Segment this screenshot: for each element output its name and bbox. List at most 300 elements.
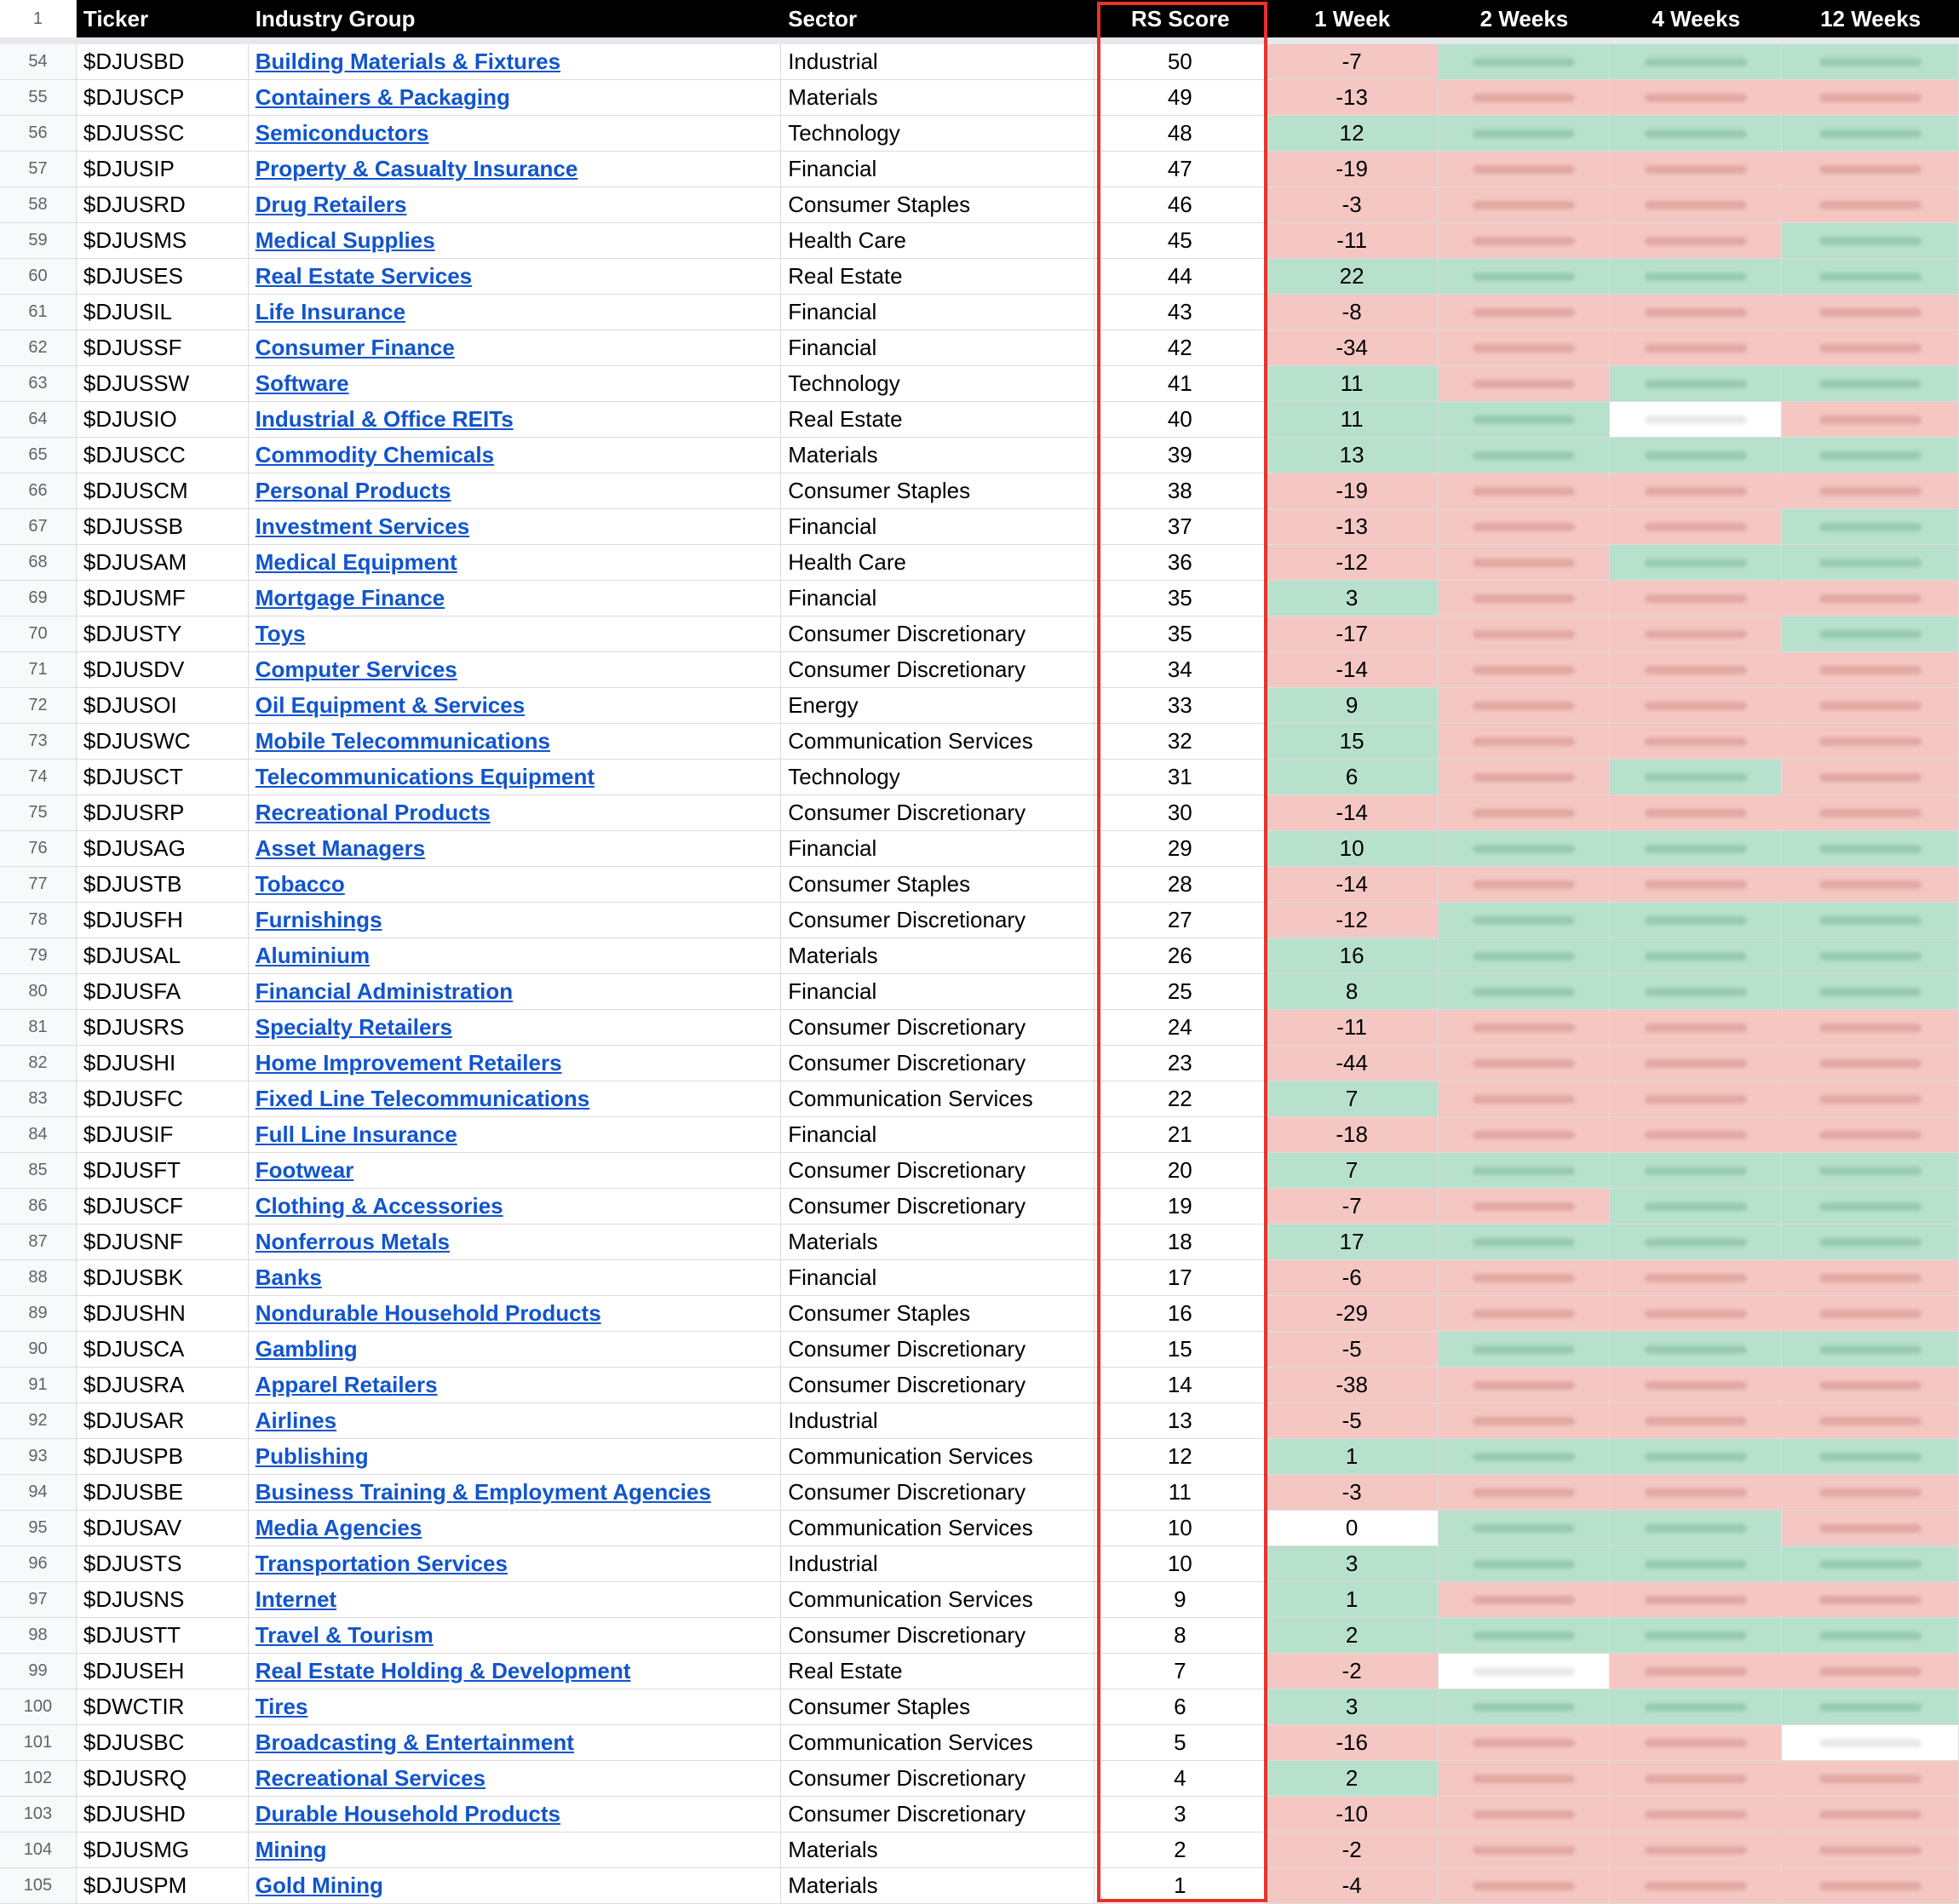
industry-group-cell[interactable] (249, 1475, 781, 1510)
rs-score-cell[interactable]: 14 (1094, 1368, 1267, 1402)
week12-change-cell[interactable] (1782, 1832, 1959, 1867)
week4-change-cell[interactable] (1610, 330, 1782, 365)
row-number[interactable]: 68 (0, 545, 77, 580)
rs-score-cell[interactable]: 24 (1094, 1010, 1267, 1045)
table-row[interactable] (0, 1511, 1959, 1546)
sector-cell[interactable]: Consumer Discretionary (781, 1618, 1094, 1653)
rs-score-cell[interactable]: 25 (1094, 974, 1267, 1009)
ticker-cell[interactable]: $DJUSHN (77, 1296, 249, 1331)
ticker-cell[interactable]: $DJUSOI (77, 688, 249, 723)
week1-change-cell[interactable]: -7 (1267, 1189, 1439, 1224)
sector-cell[interactable]: Consumer Staples (781, 187, 1094, 222)
week2-change-cell[interactable] (1439, 1260, 1611, 1295)
week1-change-cell[interactable]: -19 (1267, 152, 1439, 186)
table-row[interactable] (0, 831, 1959, 867)
industry-group-cell[interactable] (249, 581, 781, 616)
table-row[interactable] (0, 617, 1959, 652)
week4-change-cell[interactable] (1610, 1761, 1782, 1796)
week1-change-cell[interactable]: 17 (1267, 1224, 1439, 1259)
ticker-cell[interactable]: $DJUSBD (77, 44, 249, 79)
sector-cell[interactable]: Real Estate (781, 259, 1094, 294)
table-row[interactable] (0, 1224, 1959, 1260)
rs-score-cell[interactable]: 31 (1094, 760, 1267, 794)
week1-change-cell[interactable]: -3 (1267, 1475, 1439, 1510)
week4-change-cell[interactable] (1610, 1260, 1782, 1295)
row-number[interactable]: 91 (0, 1368, 77, 1402)
industry-group-cell[interactable] (249, 1832, 781, 1867)
week2-change-cell[interactable] (1439, 402, 1611, 437)
week4-change-cell[interactable] (1610, 1439, 1782, 1474)
industry-group-cell[interactable] (249, 652, 781, 687)
row-number[interactable]: 82 (0, 1046, 77, 1081)
industry-group-link[interactable]: Real Estate Services (255, 263, 473, 289)
industry-group-link[interactable]: Containers & Packaging (255, 84, 510, 110)
week12-change-cell[interactable] (1782, 473, 1959, 508)
sector-cell[interactable]: Technology (781, 760, 1094, 794)
week4-change-cell[interactable] (1610, 116, 1782, 151)
week12-change-cell[interactable] (1782, 724, 1959, 759)
week12-change-cell[interactable] (1782, 545, 1959, 580)
sector-cell[interactable]: Consumer Discretionary (781, 1761, 1094, 1796)
row-number[interactable]: 102 (0, 1761, 77, 1796)
header-12-weeks[interactable]: 12 Weeks (1820, 5, 1922, 32)
table-row[interactable] (0, 330, 1959, 366)
table-row[interactable] (0, 473, 1959, 509)
industry-group-cell[interactable] (249, 1403, 781, 1438)
header-ticker[interactable]: Ticker (83, 5, 149, 32)
sector-cell[interactable]: Consumer Discretionary (781, 617, 1094, 651)
row-number[interactable]: 93 (0, 1439, 77, 1474)
ticker-cell[interactable]: $DJUSIL (77, 295, 249, 330)
row-number[interactable]: 77 (0, 867, 77, 902)
week2-change-cell[interactable] (1439, 938, 1611, 973)
rs-score-cell[interactable]: 16 (1094, 1296, 1267, 1331)
week4-change-cell[interactable] (1610, 867, 1782, 902)
week12-change-cell[interactable] (1782, 1224, 1959, 1259)
industry-group-cell[interactable] (249, 1189, 781, 1224)
industry-group-cell[interactable] (249, 1868, 781, 1903)
industry-group-cell[interactable] (249, 366, 781, 401)
industry-group-link[interactable]: Publishing (255, 1443, 369, 1469)
rs-score-cell[interactable]: 41 (1094, 366, 1267, 401)
ticker-cell[interactable]: $DJUSCT (77, 760, 249, 794)
sector-cell[interactable]: Consumer Discretionary (781, 903, 1094, 938)
week2-change-cell[interactable] (1439, 1582, 1611, 1617)
ticker-cell[interactable]: $DJUSFT (77, 1153, 249, 1188)
week12-change-cell[interactable] (1782, 1618, 1959, 1653)
week2-change-cell[interactable] (1439, 688, 1611, 723)
rs-score-cell[interactable]: 34 (1094, 652, 1267, 687)
week1-change-cell[interactable]: 16 (1267, 938, 1439, 973)
week12-change-cell[interactable] (1782, 116, 1959, 151)
ticker-cell[interactable]: $DJUSRD (77, 187, 249, 222)
industry-group-cell[interactable] (249, 1546, 781, 1581)
row-number[interactable]: 76 (0, 831, 77, 866)
week4-change-cell[interactable] (1610, 1296, 1782, 1331)
industry-group-cell[interactable] (249, 295, 781, 330)
industry-group-link[interactable]: Medical Equipment (255, 549, 457, 575)
rs-score-cell[interactable]: 6 (1094, 1689, 1267, 1724)
industry-group-cell[interactable] (249, 831, 781, 866)
sector-cell[interactable]: Consumer Discretionary (781, 1797, 1094, 1832)
industry-group-cell[interactable] (249, 1582, 781, 1617)
industry-group-cell[interactable] (249, 867, 781, 902)
rs-score-cell[interactable]: 7 (1094, 1654, 1267, 1689)
week4-change-cell[interactable] (1610, 1010, 1782, 1045)
table-row[interactable] (0, 44, 1959, 80)
week1-change-cell[interactable]: 2 (1267, 1761, 1439, 1796)
sector-cell[interactable]: Industrial (781, 1546, 1094, 1581)
week4-change-cell[interactable] (1610, 938, 1782, 973)
sector-cell[interactable]: Industrial (781, 1403, 1094, 1438)
ticker-cell[interactable]: $DJUSBE (77, 1475, 249, 1510)
rs-score-cell[interactable]: 35 (1094, 581, 1267, 616)
week2-change-cell[interactable] (1439, 473, 1611, 508)
week4-change-cell[interactable] (1610, 617, 1782, 651)
week1-change-cell[interactable]: -29 (1267, 1296, 1439, 1331)
ticker-cell[interactable]: $DJUSCA (77, 1332, 249, 1367)
ticker-cell[interactable]: $DJUSAM (77, 545, 249, 580)
week4-change-cell[interactable] (1610, 1868, 1782, 1903)
week4-change-cell[interactable] (1610, 1832, 1782, 1867)
week1-change-cell[interactable]: -2 (1267, 1654, 1439, 1689)
industry-group-cell[interactable] (249, 259, 781, 294)
sector-cell[interactable]: Materials (781, 1224, 1094, 1259)
ticker-cell[interactable]: $DJUSAL (77, 938, 249, 973)
industry-group-cell[interactable] (249, 688, 781, 723)
header-1-week[interactable]: 1 Week (1314, 5, 1391, 32)
industry-group-link[interactable]: Broadcasting & Entertainment (255, 1729, 574, 1755)
row-number[interactable]: 86 (0, 1189, 77, 1224)
sector-cell[interactable]: Consumer Staples (781, 867, 1094, 902)
row-number[interactable]: 60 (0, 259, 77, 294)
week2-change-cell[interactable] (1439, 1368, 1611, 1402)
industry-group-link[interactable]: Tobacco (255, 871, 345, 897)
industry-group-cell[interactable] (249, 187, 781, 222)
sector-cell[interactable]: Consumer Discretionary (781, 1189, 1094, 1224)
week1-change-cell[interactable]: -12 (1267, 545, 1439, 580)
industry-group-link[interactable]: Internet (255, 1586, 337, 1612)
ticker-cell[interactable]: $DJUSIP (77, 152, 249, 186)
rs-score-cell[interactable]: 43 (1094, 295, 1267, 330)
industry-group-link[interactable]: Transportation Services (255, 1551, 508, 1576)
week2-change-cell[interactable] (1439, 652, 1611, 687)
industry-group-cell[interactable] (249, 617, 781, 651)
ticker-cell[interactable]: $DJUSHD (77, 1797, 249, 1832)
row-number[interactable]: 54 (0, 44, 77, 79)
week1-change-cell[interactable]: 15 (1267, 724, 1439, 759)
industry-group-link[interactable]: Mortgage Finance (255, 585, 445, 611)
table-row[interactable] (0, 1368, 1959, 1403)
table-row[interactable] (0, 1046, 1959, 1081)
row-number[interactable]: 101 (0, 1725, 77, 1760)
week12-change-cell[interactable] (1782, 330, 1959, 365)
ticker-cell[interactable]: $DJUSSB (77, 509, 249, 544)
week4-change-cell[interactable] (1610, 1618, 1782, 1653)
table-row[interactable] (0, 259, 1959, 295)
week1-change-cell[interactable]: -14 (1267, 795, 1439, 830)
row-number[interactable]: 78 (0, 903, 77, 938)
week4-change-cell[interactable] (1610, 473, 1782, 508)
industry-group-cell[interactable] (249, 974, 781, 1009)
week4-change-cell[interactable] (1610, 223, 1782, 258)
rs-score-cell[interactable]: 20 (1094, 1153, 1267, 1188)
ticker-cell[interactable]: $DJUSTB (77, 867, 249, 902)
ticker-cell[interactable]: $DJUSBC (77, 1725, 249, 1760)
week12-change-cell[interactable] (1782, 617, 1959, 651)
week2-change-cell[interactable] (1439, 1010, 1611, 1045)
row-number[interactable]: 99 (0, 1654, 77, 1689)
rs-score-cell[interactable]: 26 (1094, 938, 1267, 973)
industry-group-cell[interactable] (249, 223, 781, 258)
industry-group-link[interactable]: Gold Mining (255, 1872, 383, 1898)
sector-cell[interactable]: Industrial (781, 44, 1094, 79)
ticker-cell[interactable]: $DJUSIF (77, 1117, 249, 1152)
sector-cell[interactable]: Financial (781, 1117, 1094, 1152)
ticker-cell[interactable]: $DJUSNF (77, 1224, 249, 1259)
week1-change-cell[interactable]: -34 (1267, 330, 1439, 365)
week12-change-cell[interactable] (1782, 1654, 1959, 1689)
rs-score-cell[interactable]: 10 (1094, 1511, 1267, 1546)
table-row[interactable] (0, 509, 1959, 545)
sector-cell[interactable]: Materials (781, 938, 1094, 973)
industry-group-cell[interactable] (249, 1654, 781, 1689)
ticker-cell[interactable]: $DJUSCM (77, 473, 249, 508)
sector-cell[interactable]: Financial (781, 330, 1094, 365)
week1-change-cell[interactable]: -19 (1267, 473, 1439, 508)
week1-change-cell[interactable]: -12 (1267, 903, 1439, 938)
week2-change-cell[interactable] (1439, 1618, 1611, 1653)
industry-group-link[interactable]: Investment Services (255, 513, 470, 539)
industry-group-link[interactable]: Industrial & Office REITs (255, 406, 514, 432)
week4-change-cell[interactable] (1610, 974, 1782, 1009)
table-row[interactable] (0, 116, 1959, 152)
rs-score-cell[interactable]: 2 (1094, 1832, 1267, 1867)
ticker-cell[interactable]: $DJUSTS (77, 1546, 249, 1581)
industry-group-link[interactable]: Oil Equipment & Services (255, 692, 526, 718)
rs-score-cell[interactable]: 50 (1094, 44, 1267, 79)
industry-group-cell[interactable] (249, 438, 781, 473)
week4-change-cell[interactable] (1610, 152, 1782, 186)
week2-change-cell[interactable] (1439, 795, 1611, 830)
industry-group-cell[interactable] (249, 1046, 781, 1081)
table-row[interactable] (0, 187, 1959, 223)
week4-change-cell[interactable] (1610, 44, 1782, 79)
week12-change-cell[interactable] (1782, 831, 1959, 866)
industry-group-cell[interactable] (249, 80, 781, 115)
row-number[interactable]: 84 (0, 1117, 77, 1152)
week4-change-cell[interactable] (1610, 724, 1782, 759)
sector-cell[interactable]: Financial (781, 1260, 1094, 1295)
ticker-cell[interactable]: $DJUSBK (77, 1260, 249, 1295)
table-row[interactable] (0, 1797, 1959, 1832)
table-row[interactable] (0, 1725, 1959, 1761)
rs-score-cell[interactable]: 33 (1094, 688, 1267, 723)
ticker-cell[interactable]: $DJUSNS (77, 1582, 249, 1617)
week1-change-cell[interactable]: -13 (1267, 80, 1439, 115)
week1-change-cell[interactable]: 7 (1267, 1081, 1439, 1116)
rs-score-cell[interactable]: 18 (1094, 1224, 1267, 1259)
industry-group-link[interactable]: Consumer Finance (255, 335, 455, 360)
sector-cell[interactable]: Communication Services (781, 1511, 1094, 1546)
week4-change-cell[interactable] (1610, 795, 1782, 830)
industry-group-link[interactable]: Real Estate Holding & Development (255, 1658, 631, 1683)
industry-group-cell[interactable] (249, 1689, 781, 1724)
industry-group-cell[interactable] (249, 1725, 781, 1760)
week2-change-cell[interactable] (1439, 509, 1611, 544)
week2-change-cell[interactable] (1439, 1832, 1611, 1867)
week2-change-cell[interactable] (1439, 44, 1611, 79)
table-row[interactable] (0, 652, 1959, 688)
sector-cell[interactable]: Communication Services (781, 724, 1094, 759)
week12-change-cell[interactable] (1782, 223, 1959, 258)
rs-score-cell[interactable]: 19 (1094, 1189, 1267, 1224)
sector-cell[interactable]: Materials (781, 438, 1094, 473)
industry-group-cell[interactable] (249, 473, 781, 508)
week4-change-cell[interactable] (1610, 1654, 1782, 1689)
row-number[interactable]: 100 (0, 1689, 77, 1724)
sector-cell[interactable]: Materials (781, 80, 1094, 115)
week12-change-cell[interactable] (1782, 80, 1959, 115)
ticker-cell[interactable]: $DJUSHI (77, 1046, 249, 1081)
table-row[interactable] (0, 1689, 1959, 1725)
week4-change-cell[interactable] (1610, 295, 1782, 330)
week2-change-cell[interactable] (1439, 545, 1611, 580)
week1-change-cell[interactable]: 1 (1267, 1582, 1439, 1617)
week2-change-cell[interactable] (1439, 330, 1611, 365)
week2-change-cell[interactable] (1439, 831, 1611, 866)
row-number[interactable]: 73 (0, 724, 77, 759)
week2-change-cell[interactable] (1439, 259, 1611, 294)
sector-cell[interactable]: Consumer Staples (781, 1689, 1094, 1724)
sector-cell[interactable]: Consumer Discretionary (781, 795, 1094, 830)
week12-change-cell[interactable] (1782, 1725, 1959, 1760)
table-row[interactable] (0, 1618, 1959, 1654)
rs-score-cell[interactable]: 29 (1094, 831, 1267, 866)
week12-change-cell[interactable] (1782, 1260, 1959, 1295)
week4-change-cell[interactable] (1610, 1511, 1782, 1546)
rs-score-cell[interactable]: 21 (1094, 1117, 1267, 1152)
sector-cell[interactable]: Communication Services (781, 1439, 1094, 1474)
week4-change-cell[interactable] (1610, 1582, 1782, 1617)
industry-group-cell[interactable] (249, 330, 781, 365)
table-row[interactable] (0, 795, 1959, 831)
sector-cell[interactable]: Financial (781, 152, 1094, 186)
rs-score-cell[interactable]: 9 (1094, 1582, 1267, 1617)
sector-cell[interactable]: Real Estate (781, 402, 1094, 437)
week12-change-cell[interactable] (1782, 1475, 1959, 1510)
week1-change-cell[interactable]: 13 (1267, 438, 1439, 473)
ticker-cell[interactable]: $DJUSMS (77, 223, 249, 258)
rs-score-cell[interactable]: 30 (1094, 795, 1267, 830)
row-number[interactable]: 104 (0, 1832, 77, 1867)
industry-group-link[interactable]: Semiconductors (255, 120, 429, 146)
sector-cell[interactable]: Consumer Discretionary (781, 1153, 1094, 1188)
sector-cell[interactable]: Communication Services (781, 1582, 1094, 1617)
sector-cell[interactable]: Consumer Staples (781, 1296, 1094, 1331)
table-row[interactable] (0, 402, 1959, 438)
week1-change-cell[interactable]: -8 (1267, 295, 1439, 330)
industry-group-link[interactable]: Recreational Products (255, 800, 491, 825)
sector-cell[interactable]: Materials (781, 1868, 1094, 1903)
rs-score-cell[interactable]: 39 (1094, 438, 1267, 473)
industry-group-link[interactable]: Property & Casualty Insurance (255, 156, 578, 181)
industry-group-cell[interactable] (249, 1439, 781, 1474)
week4-change-cell[interactable] (1610, 1117, 1782, 1152)
week4-change-cell[interactable] (1610, 366, 1782, 401)
table-row[interactable] (0, 223, 1959, 259)
sector-cell[interactable]: Consumer Discretionary (781, 1368, 1094, 1402)
week2-change-cell[interactable] (1439, 438, 1611, 473)
rs-score-cell[interactable]: 5 (1094, 1725, 1267, 1760)
week12-change-cell[interactable] (1782, 1081, 1959, 1116)
week2-change-cell[interactable] (1439, 1153, 1611, 1188)
week12-change-cell[interactable] (1782, 1689, 1959, 1724)
rs-score-cell[interactable]: 13 (1094, 1403, 1267, 1438)
week4-change-cell[interactable] (1610, 1725, 1782, 1760)
week2-change-cell[interactable] (1439, 1117, 1611, 1152)
week1-change-cell[interactable]: -44 (1267, 1046, 1439, 1081)
industry-group-link[interactable]: Computer Services (255, 657, 457, 682)
table-row[interactable] (0, 1832, 1959, 1868)
row-number[interactable]: 67 (0, 509, 77, 544)
week1-change-cell[interactable]: -10 (1267, 1797, 1439, 1832)
week12-change-cell[interactable] (1782, 187, 1959, 222)
header-4-weeks[interactable]: 4 Weeks (1652, 5, 1741, 32)
week1-change-cell[interactable]: -14 (1267, 867, 1439, 902)
ticker-cell[interactable]: $DJUSES (77, 259, 249, 294)
rs-score-cell[interactable]: 49 (1094, 80, 1267, 115)
row-number[interactable]: 65 (0, 438, 77, 473)
week1-change-cell[interactable]: -7 (1267, 44, 1439, 79)
sector-cell[interactable]: Financial (781, 295, 1094, 330)
rs-score-cell[interactable]: 22 (1094, 1081, 1267, 1116)
industry-group-link[interactable]: Banks (255, 1265, 322, 1290)
week12-change-cell[interactable] (1782, 1010, 1959, 1045)
week2-change-cell[interactable] (1439, 974, 1611, 1009)
industry-group-link[interactable]: Apparel Retailers (255, 1372, 438, 1397)
week12-change-cell[interactable] (1782, 688, 1959, 723)
row-number[interactable]: 103 (0, 1797, 77, 1832)
week2-change-cell[interactable] (1439, 116, 1611, 151)
table-row[interactable] (0, 1654, 1959, 1689)
table-row[interactable] (0, 1189, 1959, 1224)
rs-score-cell[interactable]: 46 (1094, 187, 1267, 222)
rs-score-cell[interactable]: 35 (1094, 617, 1267, 651)
ticker-cell[interactable]: $DJUSSC (77, 116, 249, 151)
week2-change-cell[interactable] (1439, 366, 1611, 401)
industry-group-cell[interactable] (249, 795, 781, 830)
week2-change-cell[interactable] (1439, 581, 1611, 616)
rs-score-cell[interactable]: 28 (1094, 867, 1267, 902)
week12-change-cell[interactable] (1782, 1868, 1959, 1903)
industry-group-cell[interactable] (249, 152, 781, 186)
industry-group-cell[interactable] (249, 1332, 781, 1367)
week12-change-cell[interactable] (1782, 509, 1959, 544)
ticker-cell[interactable]: $DJUSEH (77, 1654, 249, 1689)
table-row[interactable] (0, 760, 1959, 795)
week2-change-cell[interactable] (1439, 223, 1611, 258)
industry-group-link[interactable]: Asset Managers (255, 835, 426, 861)
table-row[interactable] (0, 581, 1959, 617)
week1-change-cell[interactable]: -4 (1267, 1868, 1439, 1903)
ticker-cell[interactable]: $DJUSCC (77, 438, 249, 473)
table-row[interactable] (0, 1260, 1959, 1296)
industry-group-cell[interactable] (249, 1797, 781, 1832)
sector-cell[interactable]: Materials (781, 1832, 1094, 1867)
industry-group-cell[interactable] (249, 903, 781, 938)
industry-group-cell[interactable] (249, 1368, 781, 1402)
